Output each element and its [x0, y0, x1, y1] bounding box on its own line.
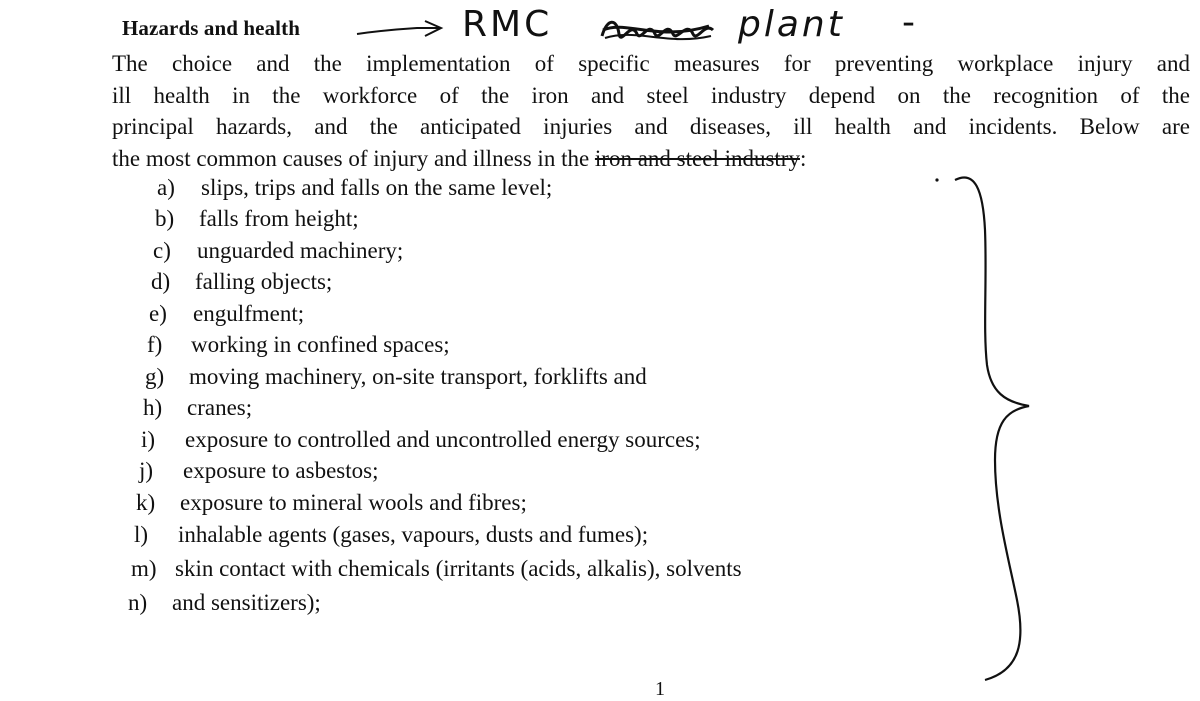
list-marker: n)	[128, 590, 148, 615]
intro-line-4-start: the most common causes of injury and illness in the	[112, 145, 595, 171]
list-item	[155, 206, 359, 232]
list-item	[141, 427, 701, 453]
list-item-text: exposure to controlled and uncontrolled energy sources;	[185, 427, 701, 452]
intro-line-2: ill health in the workforce of the iron and steel industry depend on the recognition of the	[112, 82, 1190, 108]
struck-text: iron and steel industry	[594, 145, 800, 171]
handwritten-brace-icon	[925, 170, 1065, 690]
list-marker: c)	[153, 238, 171, 263]
list-item	[139, 458, 378, 484]
handwritten-note-plant: plant	[738, 4, 845, 45]
list-marker: a)	[157, 175, 175, 200]
list-marker: e)	[149, 301, 167, 326]
list-item-text: working in confined spaces;	[191, 332, 450, 357]
list-item	[151, 269, 332, 295]
list-item-text: moving machinery, on-site transport, forklifts and	[189, 364, 647, 389]
list-item-text: slips, trips and falls on the same level;	[201, 175, 553, 200]
list-item-text: falling objects;	[195, 269, 333, 294]
list-item	[145, 364, 647, 390]
list-marker: h)	[143, 395, 163, 420]
list-item	[153, 238, 403, 264]
list-item-text: cranes;	[187, 395, 253, 420]
handwritten-arrow-icon	[355, 20, 445, 40]
list-item-text: inhalable agents (gases, vapours, dusts and fumes);	[178, 522, 649, 547]
list-item-text: exposure to asbestos;	[183, 458, 379, 483]
list-item-text: and sensitizers);	[172, 590, 321, 615]
scribble-mark-icon	[597, 16, 717, 46]
list-marker: f)	[147, 332, 163, 357]
list-marker: d)	[151, 269, 171, 294]
list-item	[131, 556, 742, 582]
list-item-text: exposure to mineral wools and fibres;	[180, 490, 527, 515]
heading-row	[122, 8, 300, 48]
list-item-text: engulfment;	[193, 301, 305, 326]
list-marker: b)	[155, 206, 175, 231]
list-marker: i)	[141, 427, 156, 452]
intro-line-3: principal hazards, and the anticipated injuries and diseases, ill health and incidents. Below are	[112, 114, 1190, 139]
intro-line-1: The choice and the implementation of specific measures for preventing workplace injury and	[112, 51, 1190, 76]
list-marker: l)	[134, 522, 149, 547]
list-marker: j)	[139, 458, 154, 483]
list-item	[136, 490, 527, 516]
page-number: 1	[655, 678, 665, 700]
list-item-text: falls from height;	[199, 206, 359, 231]
list-item	[128, 590, 321, 616]
intro-line-4-end: :	[799, 145, 807, 171]
list-marker: k)	[136, 490, 156, 515]
list-marker: g)	[145, 364, 165, 389]
section-heading: Hazards and health	[122, 15, 300, 40]
list-marker: m)	[131, 556, 157, 581]
handwritten-note-rmc: RMC	[462, 4, 553, 45]
list-item-text: unguarded machinery;	[197, 238, 404, 263]
list-item-text: skin contact with chemicals (irritants (acids, alkalis), solvents	[175, 556, 742, 581]
list-item	[134, 522, 648, 548]
list-item	[147, 332, 450, 358]
intro-paragraph	[112, 48, 1190, 174]
list-item	[157, 175, 552, 201]
handwritten-dash: -	[902, 2, 918, 43]
list-item	[143, 395, 252, 421]
list-item	[149, 301, 304, 327]
